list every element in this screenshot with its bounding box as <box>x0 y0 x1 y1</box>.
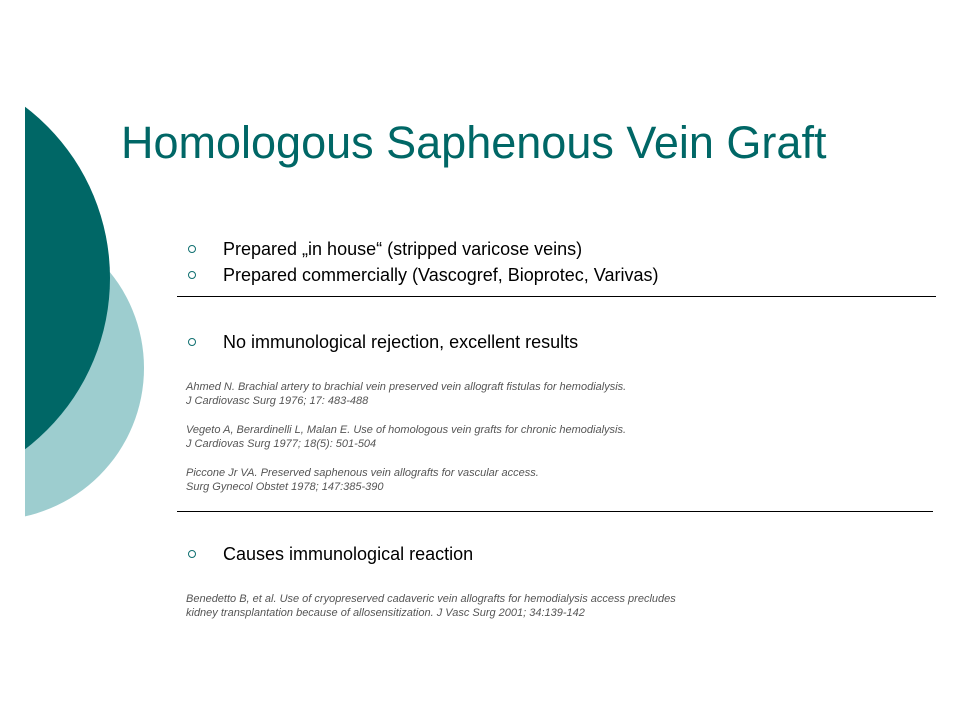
reference-line: kidney transplantation because of allosensitization. J Vasc Surg 2001; 34:139-142 <box>186 607 585 619</box>
reference-line: Surg Gynecol Obstet 1978; 147:385-390 <box>186 481 384 493</box>
divider-line <box>177 296 936 297</box>
reference-line: J Cardiovasc Surg 1976; 17: 483-488 <box>186 395 369 407</box>
slide-title: Homologous Saphenous Vein Graft <box>121 117 827 168</box>
reference-benedetto <box>186 592 676 620</box>
bullet-circle-icon <box>188 271 196 279</box>
reference-line: Benedetto B, et al. Use of cryopreserved cadaveric vein allografts for hemodialysis access precludes <box>186 593 676 605</box>
reference-line: Piccone Jr VA. Preserved saphenous vein allografts for vascular access. <box>186 467 539 479</box>
bullet-circle-icon <box>188 338 196 346</box>
bullet-circle-icon <box>188 550 196 558</box>
reference-line: J Cardiovas Surg 1977; 18(5): 501-504 <box>186 438 377 450</box>
divider-line <box>177 511 933 512</box>
reference-line: Vegeto A, Berardinelli L, Malan E. Use of homologous vein grafts for chronic hemodialysis. <box>186 424 627 436</box>
bullet-text: Prepared „in house“ (stripped varicose veins) <box>223 239 583 259</box>
bullet-circle-icon <box>188 245 196 253</box>
reference-vegeto <box>186 423 626 451</box>
reference-line: Ahmed N. Brachial artery to brachial vein preserved vein allograft fistulas for hemodialysis. <box>186 381 627 393</box>
bullet-text: No immunological rejection, excellent results <box>223 332 579 352</box>
bullet-text: Causes immunological reaction <box>223 544 474 564</box>
reference-piccone <box>186 466 539 494</box>
bullet-text: Prepared commercially (Vascogref, Bioprotec, Varivas) <box>223 265 659 285</box>
reference-ahmed <box>186 380 626 408</box>
